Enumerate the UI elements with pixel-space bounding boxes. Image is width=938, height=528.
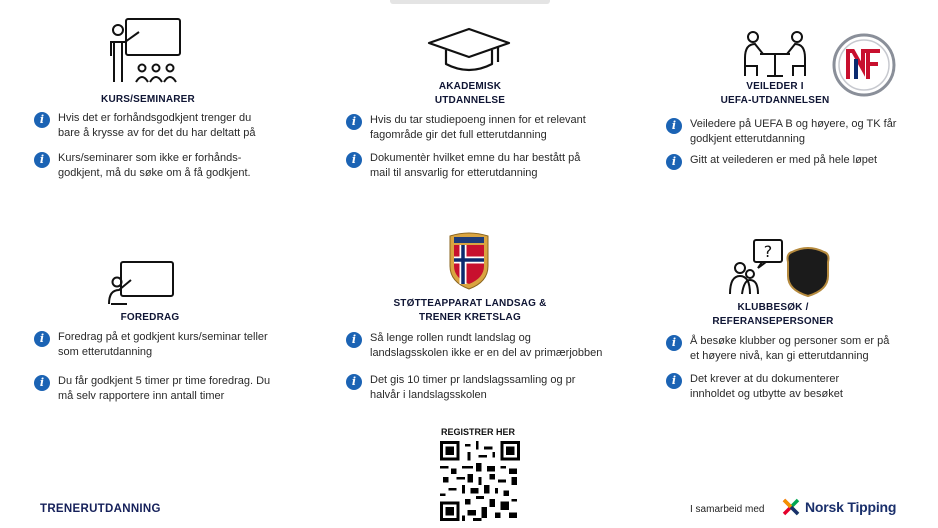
info-item bbox=[346, 331, 602, 360]
club-shield-icon bbox=[786, 246, 830, 298]
info-icon: i bbox=[346, 332, 362, 348]
info-item bbox=[34, 374, 270, 403]
norway-badge-icon bbox=[446, 232, 492, 290]
info-icon: i bbox=[666, 118, 682, 134]
collaboration-label: I samarbeid med bbox=[690, 504, 765, 515]
info-text: Det krever at du dokumenterer innholdet og utbytte av besøket bbox=[690, 373, 843, 400]
info-text: Hvis det er forhåndsgodkjent trenger du bare å krysse av for det du har deltatt på bbox=[58, 112, 256, 139]
svg-text:?: ? bbox=[763, 242, 773, 261]
question-bubble-icon bbox=[728, 238, 784, 296]
info-item bbox=[666, 153, 877, 170]
info-icon: i bbox=[34, 375, 50, 391]
norsk-tipping-brand: Norsk Tipping bbox=[805, 499, 897, 515]
info-icon: i bbox=[34, 152, 50, 168]
info-item bbox=[346, 151, 580, 180]
top-bar-decoration bbox=[390, 0, 550, 4]
teacher-board-icon bbox=[106, 16, 186, 88]
register-label: REGISTRER HER bbox=[440, 427, 515, 437]
info-text: Foredrag på et godkjent kurs/seminar teller som etterutdanning bbox=[58, 331, 268, 358]
info-item bbox=[666, 334, 889, 363]
info-text: Å besøke klubber og personer som er på et høyere nivå, kan gi etterutdanning bbox=[690, 335, 890, 362]
graduation-cap-icon bbox=[426, 26, 512, 78]
info-item bbox=[346, 113, 586, 142]
info-item bbox=[34, 151, 251, 180]
info-icon: i bbox=[666, 154, 682, 170]
info-text: Veiledere på UEFA B og høyere, og TK får godkjent etterutdanning bbox=[690, 118, 897, 145]
info-icon: i bbox=[346, 114, 362, 130]
norsk-tipping-logo-icon bbox=[782, 498, 800, 516]
info-text: Så lenge rollen rundt landslag og landslagsskolen ikke er en del av primærjobben bbox=[370, 332, 603, 359]
info-icon: i bbox=[34, 112, 50, 128]
info-item bbox=[346, 373, 575, 402]
info-text: Du får godkjent 5 timer pr time foredrag. Du må selv rapportere inn antall timer bbox=[58, 375, 271, 402]
info-icon: i bbox=[346, 374, 362, 390]
section-heading-veileder: VEILEDER I UEFA-UTDANNELSEN bbox=[720, 81, 830, 106]
section-heading-stotteapparat: STØTTEAPPARAT LANDSAG & TRENER KRETSLAG bbox=[393, 298, 547, 323]
info-icon: i bbox=[666, 373, 682, 389]
info-text: Gitt at veilederen er med på hele løpet bbox=[690, 154, 878, 166]
footer-title: TRENERUTDANNING bbox=[40, 503, 161, 515]
section-heading-klubbesok: KLUBBESØK / REFERANSEPERSONER bbox=[712, 302, 834, 327]
info-icon: i bbox=[346, 152, 362, 168]
section-heading-foredrag: FOREDRAG bbox=[120, 312, 180, 323]
info-item bbox=[666, 117, 896, 146]
info-text: Kurs/seminarer som ikke er forhånds- godkjent, må du søke om å få godkjent. bbox=[58, 152, 251, 179]
coaching-meeting-icon bbox=[740, 30, 810, 78]
info-text: Det gis 10 timer pr landslagssamling og pr halvår i landslagsskolen bbox=[370, 374, 576, 401]
qr-code-icon[interactable] bbox=[440, 441, 520, 521]
section-heading-akademisk: AKADEMISK UTDANNELSE bbox=[434, 81, 506, 106]
info-item bbox=[666, 372, 843, 401]
info-icon: i bbox=[666, 335, 682, 351]
info-text: Hvis du tar studiepoeng innen for et relevant fagområde gir det full etterutdanning bbox=[370, 114, 586, 141]
presentation-board-icon bbox=[107, 260, 175, 306]
info-text: Dokumentèr hvilket emne du har bestått på mail til ansvarlig for etterutdanning bbox=[370, 152, 581, 179]
info-item bbox=[34, 111, 256, 140]
info-item bbox=[34, 330, 268, 359]
section-heading-kurs: KURS/SEMINARER bbox=[101, 94, 195, 105]
info-icon: i bbox=[34, 331, 50, 347]
